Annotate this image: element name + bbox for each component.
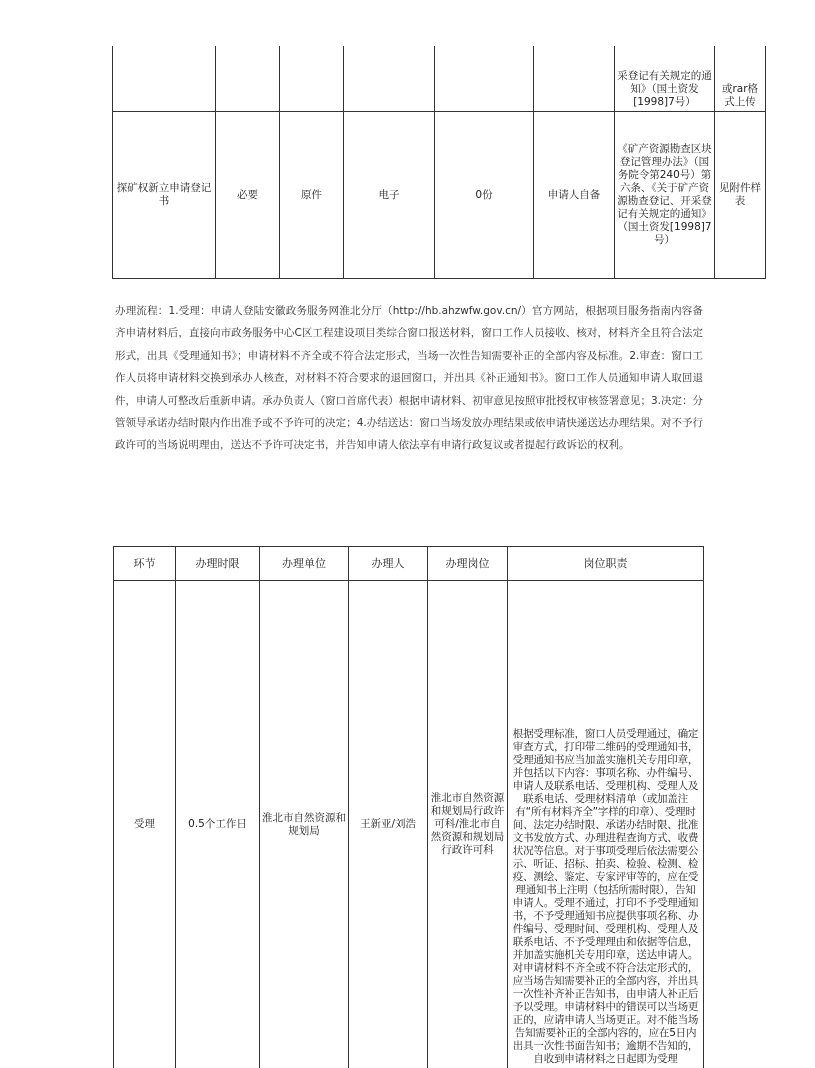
header-duty: 岗位职责 [508, 547, 704, 581]
remark-cell: 或rar格式上传 [715, 46, 766, 112]
required-cell: 必要 [216, 112, 280, 279]
material-name-cell: 探矿权新立申请登记书 [113, 112, 216, 279]
post-cell: 淮北市自然资源和规划局行政许可科/淮北市自然资源和规划局行政许可科 [428, 581, 508, 1068]
basis-cell: 《矿产资源勘查区块登记管理办法》（国务院令第240号）第六条、《关于矿产资源勘查登记、开采登记有关规定的通知》（国土资发[1998]7号） [615, 112, 715, 279]
duty-cell [508, 581, 704, 1068]
handling-table [113, 546, 704, 1068]
table-header-row [114, 547, 704, 581]
person-cell: 王新亚/刘浩 [349, 581, 428, 1068]
time-cell: 0.5个工作日 [176, 581, 260, 1068]
header-time: 办理时限 [176, 547, 260, 581]
copies-cell: 0份 [435, 112, 534, 279]
header-step: 环节 [114, 547, 176, 581]
table-row [113, 112, 766, 279]
header-person: 办理人 [349, 547, 428, 581]
header-unit: 办理单位 [260, 547, 349, 581]
table-row [113, 46, 766, 112]
step-cell: 受理 [114, 581, 176, 1068]
form-cell: 电子 [344, 112, 435, 279]
basis-cell: 采登记有关规定的通知》（国土资发[1998]7号） [615, 46, 715, 112]
table-row [114, 581, 704, 1068]
remark-cell: 见附件样表 [715, 112, 766, 279]
duty-text: 根据受理标准，窗口人员受理通过，确定审查方式，打印带二维码的受理通知书，受理通知书应当加盖实施机关专用印章，并包括以下内容：事项名称、办件编号、申请人及联系电话、受理机构、受理人及联系电话、受理材料清单（或加盖注有“所有材料齐全”字样的印章）、受理时间、法定办结时限、承诺办结时限、批准文书发放方式、办理进程查询方式、收费状况等信息。对于事项受理后依法需要公示、听证、招标、拍卖、检验、检测、检疫、测绘、鉴定、专家评审等的，应在受理通知书上注明（包括所需时限），告知申请人。受理不通过，打印不予受理通知书，不予受理通知书应提供事项名称、办件编号、受理时间、受理机构、受理人及联系电话、不予受理理由和依据等信息，并加盖实施机关专用印章，送达申请人。对申请材料不齐全或不符合法定形式的，应当场告知需要补正的全部内容，并出具一次性补齐补正告知书，由申请人补正后予以受理。申请材料中的错误可以当场更正的，应请申请人当场更正。对不能当场告知需要补正的全部内容的，应在5日内出具一次性书面告知书；逾期不告知的，自收到申请材料之日起即为受理 [512, 728, 699, 1066]
process-description: 办理流程：1.受理：申请人登陆安徽政务服务网淮北分厅（http://hb.ahzwfw.gov.cn/）官方网站，根据项目服务指南内容备齐申请材料后，直接向市政务服务中心C区工程建设项目类综合窗口报送材料，窗口工作人员接收、核对，材料齐全且符合法定形式，出具《受理通知书》；申请材料不齐全或不符合法定形式，当场一次性告知需要补正的全部内容及标准。2.审查：窗口工作人员将申请材料交换到承办人核查，对材料不符合要求的退回窗口，并出具《补正通知书》。窗口工作人员通知申请人取回退件，申请人可整改后重新申请。承办负责人（窗口首席代表）根据申请材料、初审意见按照审批授权审核签署意见；3.决定：分管领导承诺办结时限内作出准予或不予许可的决定；4.办结送达：窗口当场发放办理结果或依申请快递送达办理结果。对不予行政许可的当场说明理由，送达不予许可决定书，并告知申请人依法享有申请行政复议或者提起行政诉讼的权利。 [115, 300, 703, 457]
header-post: 办理岗位 [428, 547, 508, 581]
unit-cell: 淮北市自然资源和规划局 [260, 581, 349, 1068]
original-cell: 原件 [280, 112, 344, 279]
materials-table [112, 46, 766, 279]
source-cell: 申请人自备 [534, 112, 615, 279]
